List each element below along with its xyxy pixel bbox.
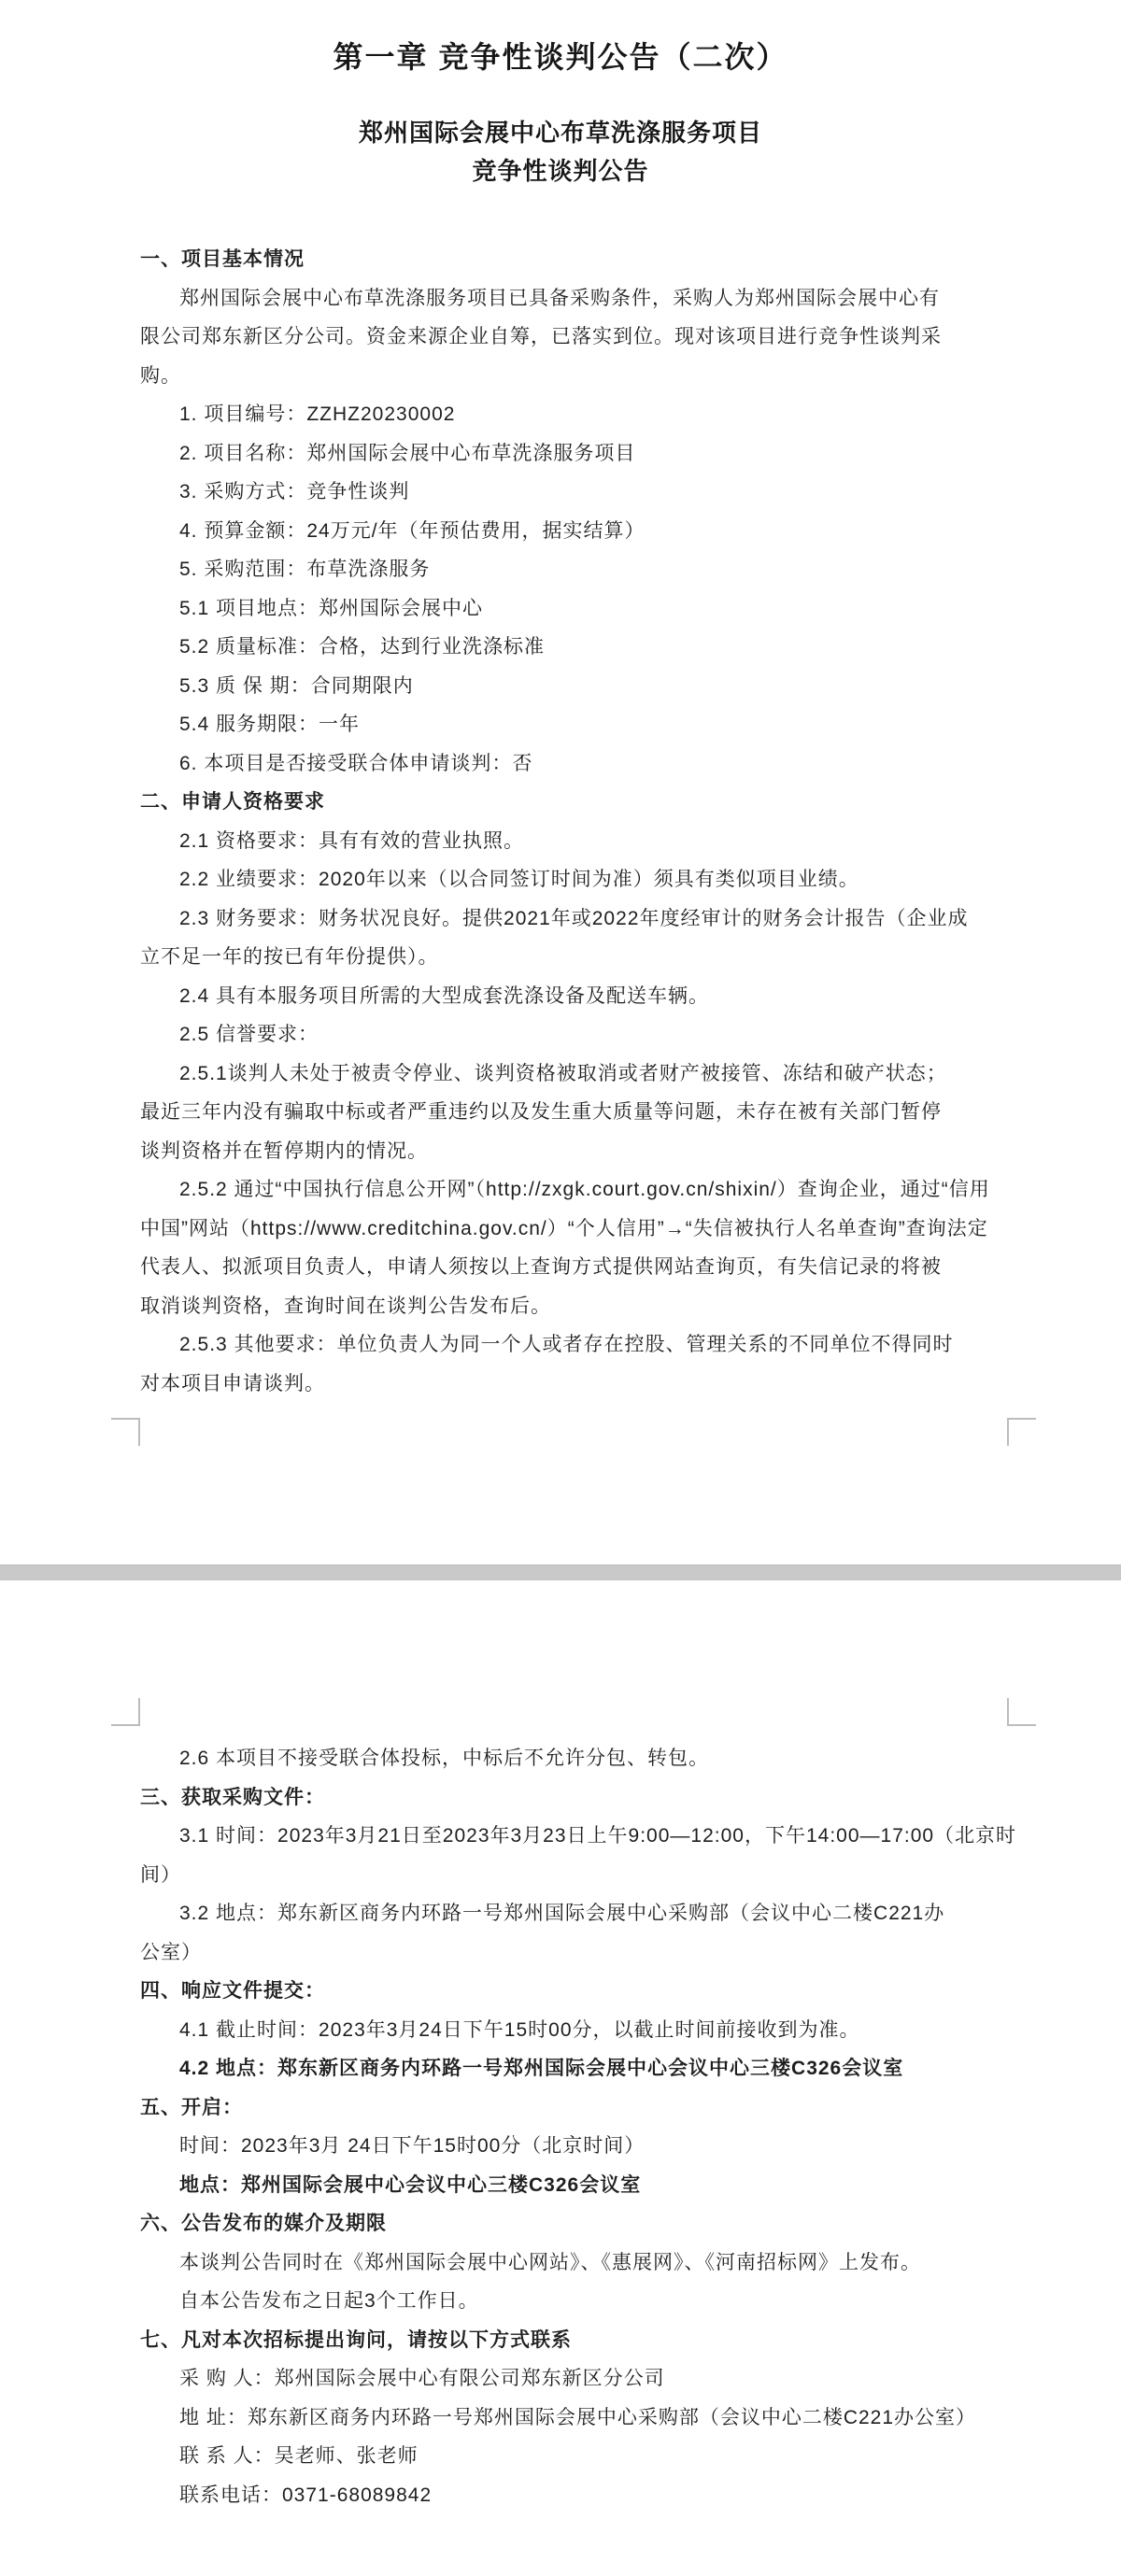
text-line: 3.2 地点：郑东新区商务内环路一号郑州国际会展中心采购部（会议中心二楼C221办 [179,1903,945,1924]
text-line: 3.1 时间：2023年3月21日至2023年3月23日上午9:00—12:00，下午14:00—17:00（北京时 [179,1825,1017,1847]
text-line: 六、公告发布的媒介及期限 [140,2213,387,2234]
text-line: 2.2 业绩要求：2020年以来（以合同签订时间为准）须具有类似项目业绩。 [179,869,859,890]
text-line: 间） [140,1863,181,1886]
text-line: 4.2 地点：郑东新区商务内环路一号郑州国际会展中心会议中心三楼C326会议室 [179,2058,904,2079]
text-line: 三、获取采购文件： [140,1786,325,1808]
text-boundary-mark-bottom-right [1007,1418,1036,1446]
text-boundary-mark-top-left [111,1698,140,1726]
text-line: 2.4 具有本服务项目所需的大型成套洗涤设备及配送车辆。 [179,984,710,1007]
text-line: 地 址：郑东新区商务内环路一号郑州国际会展中心采购部（会议中心二楼C221办公室） [179,2406,977,2428]
text-line: 郑州国际会展中心布草洗涤服务项目已具备采购条件，采购人为郑州国际会展中心有 [179,287,940,309]
text-line: 四、响应文件提交： [140,1980,325,2002]
text-line: 2. 项目名称：郑州国际会展中心布草洗涤服务项目 [179,442,636,464]
text-line: 地点：郑州国际会展中心会议中心三楼C326会议室 [179,2173,642,2196]
text-line: 5.2 质量标准：合格，达到行业洗涤标准 [179,636,546,658]
text-line: 5. 采购范围：布草洗涤服务 [179,559,431,580]
text-line: 5.4 服务期限：一年 [179,714,361,735]
text-line: 4.1 截止时间：2023年3月24日下午15时00分，以截止时间前接收到为准。 [179,2018,860,2041]
page-separator [0,1564,1121,1580]
text-line: 2.6 本项目不接受联合体投标，中标后不允许分包、转包。 [179,1748,710,1769]
text-line: 时间：2023年3月 24日下午15时00分（北京时间） [179,2135,646,2157]
text-line: 2.5.1谈判人未处于被责令停业、谈判资格被取消或者财产被接管、冻结和破产状态； [179,1062,947,1084]
text-line: 2.1 资格要求：具有有效的营业执照。 [179,829,525,852]
page2-body-text [140,1739,1017,2514]
project-title-line1: 郑州国际会展中心布草洗涤服务项目 [358,119,762,147]
text-line: 取消谈判资格，查询时间在谈判公告发布后。 [140,1295,551,1317]
text-line: 一、项目基本情况 [140,248,305,270]
text-line: 2.5.3 其他要求：单位负责人为同一个人或者存在控股、管理关系的不同单位不得同时 [179,1334,954,1355]
text-boundary-mark-top-right [1007,1698,1036,1726]
text-line: 联 系 人：吴老师、张老师 [179,2445,419,2467]
text-line: 采 购 人：郑州国际会展中心有限公司郑东新区分公司 [179,2368,665,2389]
text-line: 1. 项目编号：ZZHZ20230002 [179,403,456,425]
text-line: 2.3 财务要求：财务状况良好。提供2021年或2022年度经审计的财务会计报告（企业成 [179,907,969,929]
document-page-2 [0,1580,1121,2576]
text-line: 3. 采购方式：竞争性谈判 [179,481,410,502]
text-line: 6. 本项目是否接受联合体申请谈判：否 [179,752,533,774]
text-line: 五、开启： [140,2096,243,2118]
text-line: 2.5 信誉要求： [179,1024,319,1045]
text-line: 限公司郑东新区分公司。资金来源企业自筹，已落实到位。现对该项目进行竞争性谈判采 [140,326,942,347]
text-line: 5.3 质 保 期：合同期限内 [179,674,414,697]
text-line: 联系电话：0371-68089842 [179,2484,433,2506]
text-line: 公室） [140,1941,202,1963]
text-line: 七、凡对本次招标提出询问，请按以下方式联系 [140,2328,572,2351]
project-title [0,114,1121,191]
text-line: 立不足一年的按已有年份提供）。 [140,946,439,968]
text-line: 2.5.2 通过“中国执行信息公开网”（http://zxgk.court.gov.cn/shixin/）查询企业，通过“信用 [179,1179,990,1200]
text-line: 购。 [140,364,181,387]
text-line: 代表人、拟派项目负责人，申请人须按以上查询方式提供网站查询页，有失信记录的将被 [140,1256,942,1278]
text-line: 4. 预算金额：24万元/年（年预估费用，据实结算） [179,519,646,542]
text-boundary-mark-bottom-left [111,1418,140,1446]
chapter-title: 第一章 竞争性谈判公告（二次） [333,40,788,74]
text-line: 二、申请人资格要求 [140,791,325,813]
text-line: 本谈判公告同时在《郑州国际会展中心网站》、《惠展网》、《河南招标网》上发布。 [179,2251,921,2273]
text-line: 自本公告发布之日起3个工作日。 [179,2290,479,2312]
text-line: 中国”网站（https://www.creditchina.gov.cn/）“个人信用”→“失信被执行人名单查询”查询法定 [140,1217,988,1239]
project-title-line2: 竞争性谈判公告 [472,157,649,185]
text-line: 对本项目申请谈判。 [140,1372,325,1394]
page1-body-text [140,240,1003,1403]
text-line: 谈判资格并在暂停期内的情况。 [140,1139,428,1162]
text-line: 5.1 项目地点：郑州国际会展中心 [179,597,484,619]
text-line: 最近三年内没有骗取中标或者严重违约以及发生重大质量等问题，未存在被有关部门暂停 [140,1101,942,1123]
